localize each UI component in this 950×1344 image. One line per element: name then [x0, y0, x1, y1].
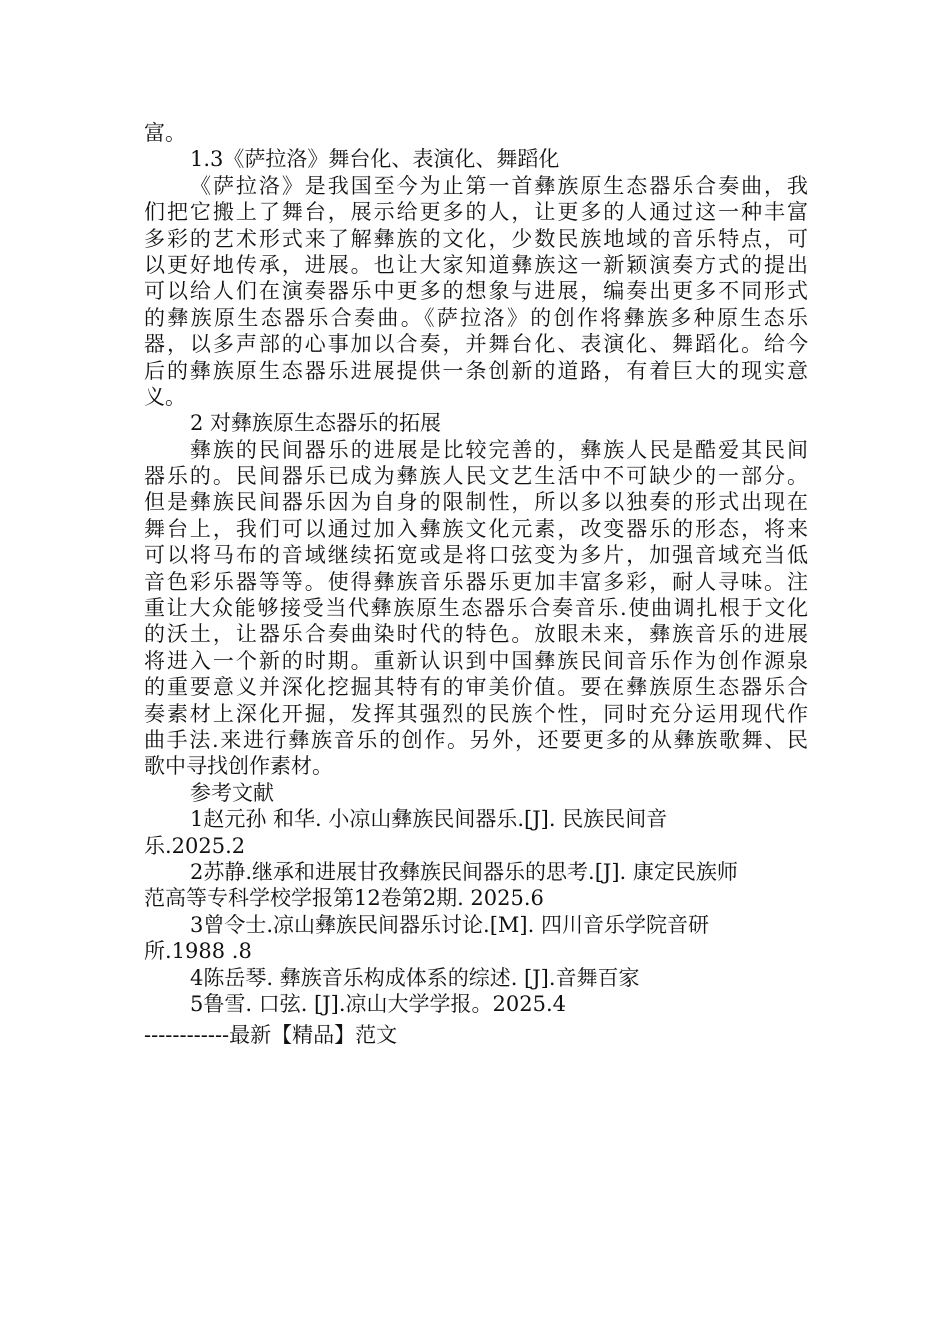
paragraph-line: 的重要意义并深化挖掘其特有的审美价值。要在彝族原生态器乐合: [144, 675, 808, 700]
reference-line: 3曾令士.凉山彝族民间器乐讨论.[M]. 四川音乐学院音研: [190, 912, 709, 937]
paragraph-line: 以更好地传承，进展。也让大家知道彝族这一新颖演奏方式的提出: [144, 252, 808, 277]
paragraph-line: 将进入一个新的时期。重新认识到中国彝族民间音乐作为创作源泉: [144, 648, 808, 673]
reference-line: 所.1988 .8: [144, 939, 252, 964]
reference-line: 1赵元孙 和华. 小凉山彝族民间器乐.[J]. 民族民间音: [190, 807, 668, 832]
paragraph-line: 舞台上，我们可以通过加入彝族文化元素，改变器乐的形态，将来: [144, 516, 808, 541]
reference-item: [144, 912, 808, 965]
section-2-paragraph: [144, 437, 808, 780]
paragraph-line: 器，以多声部的心事加以合奏，并舞台化、表演化、舞蹈化。给今: [144, 332, 808, 357]
reference-item: [144, 965, 808, 991]
paragraph-line: 器乐的。民间器乐已成为彝族人民文艺生活中不可缺少的一部分。: [144, 464, 808, 489]
reference-item: [144, 859, 808, 912]
reference-line: 4陈岳琴. 彝族音乐构成体系的综述. [J].音舞百家: [190, 965, 640, 990]
paragraph-line: 可以将马布的音域继续拓宽或是将口弦变为多片，加强音域充当低: [144, 543, 808, 568]
paragraph-line: 们把它搬上了舞台，展示给更多的人，让更多的人通过这一种丰富: [144, 200, 808, 225]
paragraph-line: 彝族的民间器乐的进展是比较完善的，彝族人民是酷爱其民间: [190, 437, 808, 462]
references-heading: 参考文献: [190, 780, 274, 805]
paragraph-continuation: 富。: [144, 121, 186, 145]
reference-line: 2苏静.继承和进展甘孜彝族民间器乐的思考.[J]. 康定民族师: [190, 859, 738, 884]
reference-item: [144, 991, 808, 1017]
paragraph-line: 多彩的艺术形式来了解彝族的文化，少数民族地域的音乐特点，可: [144, 226, 808, 251]
paragraph-line: 但是彝族民间器乐因为自身的限制性，所以多以独奏的形式出现在: [144, 490, 808, 515]
paragraph-line: 《萨拉洛》是我国至今为止第一首彝族原生态器乐合奏曲，我: [190, 173, 808, 198]
reference-item: [144, 806, 808, 859]
section-heading-1-3: 1.3《萨拉洛》舞台化、表演化、舞蹈化: [190, 147, 560, 172]
paragraph-line: 可以给人们在演奏器乐中更多的想象与进展，编奏出更多不同形式: [144, 279, 808, 304]
paragraph-line: 的沃土，让器乐合奏曲染时代的特色。放眼未来，彝族音乐的进展: [144, 622, 808, 647]
page-footer: ------------最新【精品】范文: [144, 1023, 398, 1047]
section-heading-2: 2 对彝族原生态器乐的拓展: [190, 411, 442, 436]
references-list: [144, 806, 808, 1017]
section-1-3-paragraph: [144, 173, 808, 411]
reference-line: 5鲁雪. 口弦. [J].凉山大学学报。2025.4: [190, 991, 567, 1016]
paragraph-line: 曲手法.来进行彝族音乐的创作。另外，还要更多的从彝族歌舞、民: [144, 727, 808, 752]
paragraph-line: 义。: [144, 384, 186, 409]
paragraph-line: 奏素材上深化开掘，发挥其强烈的民族个性，同时充分运用现代作: [144, 701, 808, 726]
reference-line: 乐.2025.2: [144, 833, 246, 858]
paragraph-line: 歌中寻找创作素材。: [144, 754, 333, 779]
paragraph-line: 重让大众能够接受当代彝族原生态器乐合奏音乐.使曲调扎根于文化: [144, 596, 808, 621]
paragraph-line: 音色彩乐器等等。使得彝族音乐器乐更加丰富多彩，耐人寻味。注: [144, 569, 808, 594]
document-page: [144, 120, 808, 1017]
reference-line: 范高等专科学校学报第12卷第2期. 2025.6: [144, 886, 544, 911]
paragraph-line: 后的彝族原生态器乐进展提供一条创新的道路，有着巨大的现实意: [144, 358, 808, 383]
paragraph-line: 的彝族原生态器乐合奏曲。《萨拉洛》的创作将彝族多种原生态乐: [144, 305, 808, 330]
